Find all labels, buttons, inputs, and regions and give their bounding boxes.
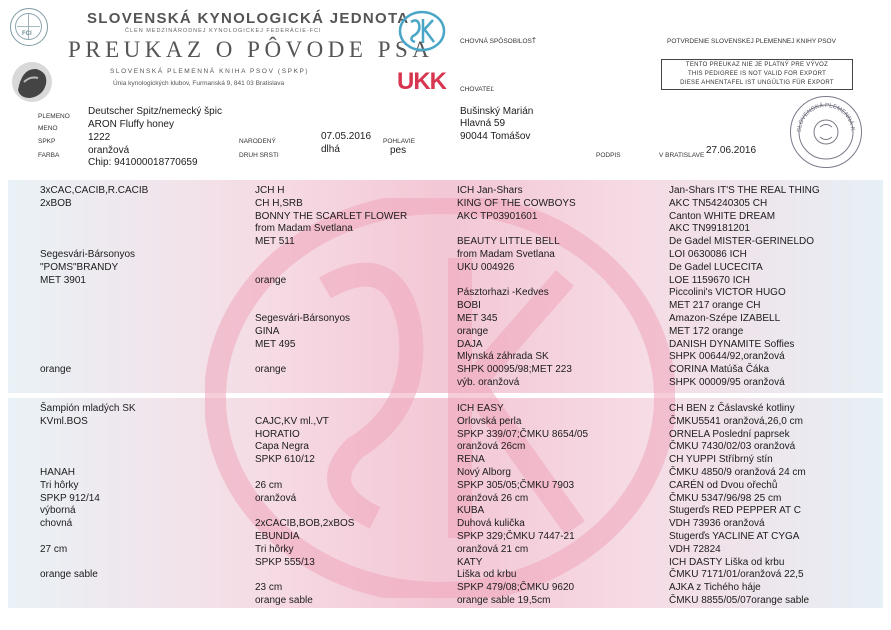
dam-col1-line: [40, 557, 136, 570]
dam-col3-line: oranžová 21 cm: [457, 543, 529, 555]
dam-col4-line: Stugerďs YACLINE AT CYGA: [669, 530, 800, 542]
dam-col2-line: 23 cm: [255, 582, 283, 594]
sire-col3-line: AKC TP03901601: [457, 210, 538, 222]
spkp-label: SPKP: [38, 138, 56, 145]
export-note-3: DIESE AHNENTAFEL IST UNGÜLTIG FÜR EXPORT: [680, 80, 834, 86]
dam-col2-line: Tri hôrky: [255, 543, 294, 555]
sire-col1-line: "POMS"BRANDY: [40, 261, 119, 273]
sire-col-4: [669, 185, 820, 390]
dam-col4-line: Stugerďs RED PEPPER AT C: [669, 505, 801, 517]
dam-col3-line: oranžová 26 cm: [457, 492, 529, 504]
dam-col4-line: CH BEN z Čáslavské kotliny: [669, 403, 795, 414]
sire-col2-line: Segesvári-Bársonyos: [255, 312, 351, 324]
sire-col4-line: Amazon-Szépe IZABELL: [669, 312, 781, 324]
dam-col2-line: SPKP 610/12: [255, 454, 315, 466]
dam-col4-line: ICH DASTY Liška od krbu: [669, 556, 785, 568]
dam-col4-line: ČMKU 8855/05/07orange sable: [669, 594, 810, 606]
dam-col3-line: Duhová kulička: [457, 518, 525, 530]
fci-label: FCI: [22, 31, 32, 37]
name-label: MENO: [38, 125, 58, 132]
dam-col3-line: RENA: [457, 454, 485, 466]
dam-col2-line: [255, 467, 354, 480]
sire-col1-line: [40, 339, 148, 352]
dam-col-1: [40, 403, 136, 595]
sire-col3-line: Pásztorhazi -Kedves: [457, 287, 549, 299]
dam-col1-line: [40, 429, 136, 442]
registry-confirmation-label: POTVRDENIE SLOVENSKEJ PLEMENNEJ KNIHY PSOV: [667, 38, 836, 45]
sire-col2-line: [255, 262, 407, 275]
dam-col4-line: AJKA z Tichého háje: [669, 582, 761, 594]
sire-col1-line: 3xCAC,CACIB,R.CACIB: [40, 185, 149, 196]
sire-col3-line: MET 345: [457, 312, 498, 324]
export-note-1: TENTO PREUKAZ NIE JE PLATNÝ PRE VÝVOZ: [685, 62, 829, 68]
dam-col2-line: oranžová: [255, 492, 297, 504]
dam-col2-line: [255, 569, 354, 582]
skj-logo: [397, 10, 447, 52]
chip-number: Chip: 941000018770659: [88, 157, 198, 168]
place-label: V BRATISLAVE: [659, 152, 705, 159]
dam-col2-line: 2xCACIB,BOB,2xBOS: [255, 518, 355, 530]
sire-col3-line: from Madam Svetlana: [457, 248, 555, 260]
sire-col3-line: BEAUTY LITTLE BELL: [457, 236, 560, 248]
dam-col-3: [457, 403, 588, 608]
sire-col3-line: [457, 275, 576, 288]
dam-col3-line: KATY: [457, 556, 483, 568]
dam-col2-line: EBUNDIA: [255, 530, 300, 542]
color-value: oranžová: [88, 145, 130, 156]
dam-col4-line: ČMKU 7171/01/oranžová 22,5: [669, 569, 804, 581]
sire-col4-line: MET 217 orange CH: [669, 300, 761, 312]
color-label: FARBA: [38, 152, 60, 159]
birth-date: 07.05.2016: [321, 131, 372, 142]
dam-col1-line: 27 cm: [40, 543, 68, 555]
registry-name: SLOVENSKÁ PLEMENNÁ KNIHA PSOV (SPKP): [110, 68, 310, 75]
sire-col-3: [457, 185, 576, 390]
breeder-street: Hlavná 59: [460, 118, 506, 129]
sire-col4-line: LOI 0630086 ICH: [669, 248, 747, 260]
breed-value: Deutscher Spitz/nemecký špic: [88, 106, 222, 117]
dam-col4-line: ČMKU 5347/96/98 25 cm: [669, 492, 782, 504]
sire-col1-line: [40, 236, 148, 249]
sire-col1-line: [40, 313, 148, 326]
sire-col3-line: Mlynská záhrada SK: [457, 351, 549, 363]
breeder-label: CHOVATEĽ: [460, 86, 495, 93]
sire-col1-line: Segesvári-Bársonyos: [40, 248, 136, 260]
sire-col1-line: orange: [40, 364, 72, 376]
dam-col3-line: SPKP 339/07;ČMKU 8654/05: [457, 428, 589, 440]
dam-col1-line: orange sable: [40, 569, 98, 581]
sire-col4-line: SHPK 00644/92,oranžová: [669, 351, 785, 363]
dam-col2-line: CAJC,KV ml.,VT: [255, 415, 329, 427]
dam-col3-line: Liška od krbu: [457, 569, 517, 581]
sire-col4-line: MET 172 orange: [669, 325, 744, 337]
dam-col2-line: [255, 403, 354, 416]
sire-col2-line: MET 495: [255, 338, 296, 350]
sire-col2-line: [255, 287, 407, 300]
signature-label: PODPIS: [596, 152, 621, 159]
sex-value: pes: [390, 145, 407, 156]
sire-col4-line: Canton WHITE DREAM: [669, 210, 776, 222]
dam-col1-line: Tri hôrky: [40, 479, 79, 491]
dam-col4-line: CH YUPPI Stříbrný stín: [669, 454, 773, 466]
sire-col4-line: AKC TN54240305 CH: [669, 197, 768, 209]
dam-col4-line: VDH 72824: [669, 543, 721, 555]
fci-logo: [10, 8, 48, 46]
sire-col4-line: SHPK 00009/95 oranžová: [669, 376, 785, 388]
ukk-logo: UKK: [397, 68, 446, 95]
dam-col3-line: SPKP 479/08;ČMKU 9620: [457, 582, 575, 594]
sire-col3-line: DAJA: [457, 338, 483, 350]
sire-col3-line: orange: [457, 325, 489, 337]
sire-col1-line: [40, 326, 148, 339]
dam-col4-line: CARÉN od Dvou ořechů: [669, 479, 778, 491]
sire-col2-line: orange: [255, 274, 287, 286]
sire-col3-line: SHPK 00095/98;MET 223: [457, 364, 572, 376]
doc-title: PREUKAZ O PÔVODE PSA: [68, 37, 434, 62]
breeding-label: CHOVNÁ SPÔSOBILOSŤ: [460, 38, 536, 45]
dam-col1-line: HANAH: [40, 466, 76, 478]
sire-col3-line: ICH Jan-Shars: [457, 185, 523, 196]
sire-col1-line: MET 3901: [40, 274, 86, 286]
dog-head-emblem: [10, 60, 54, 104]
sire-col-2: [255, 185, 407, 377]
dam-col1-line: KVml.BOS: [40, 415, 88, 427]
dam-col4-line: ČMKU 7430/02/03 oranžová: [669, 441, 796, 453]
sire-col4-line: AKC TN99181201: [669, 223, 750, 235]
sire-col1-line: [40, 223, 148, 236]
dam-col4-line: VDH 73936 oranžová: [669, 518, 765, 530]
stamp-text: SLOVENSKÁ PLEMENNÁ K: [796, 102, 856, 133]
dam-col3-line: SPKP 329;ČMKU 7447-21: [457, 530, 575, 542]
sire-col1-line: [40, 300, 148, 313]
dam-col3-line: orange sable 19,5cm: [457, 594, 551, 606]
issue-date: 27.06.2016: [706, 145, 757, 156]
svg-text:SLOVENSKÁ PLEMENNÁ KNIHA PSOV: [791, 97, 855, 132]
sire-col2-line: BONNY THE SCARLET FLOWER: [255, 210, 408, 222]
sire-col-1: [40, 185, 148, 377]
sire-col2-line: orange: [255, 364, 287, 376]
sire-col1-line: [40, 287, 148, 300]
dam-col2-line: 26 cm: [255, 479, 283, 491]
dam-col4-line: ČMKU5541 oranžová,26,0 cm: [669, 415, 803, 427]
sire-col3-line: UKU 004926: [457, 261, 515, 273]
dam-col-2: [255, 403, 354, 608]
sire-col2-line: from Madam Svetlana: [255, 223, 353, 235]
sire-col4-line: De Gadel LUCECITA: [669, 261, 763, 273]
breeder-name: Bušinský Marián: [460, 106, 534, 117]
sire-col4-line: CORINA Matúša Čáka: [669, 364, 770, 376]
sire-col2-line: CH H,SRB: [255, 197, 303, 209]
dam-col4-line: ČMKU 4850/9 oranžová 24 cm: [669, 466, 806, 478]
coat-value: dlhá: [321, 144, 340, 155]
dam-col1-line: [40, 454, 136, 467]
sire-col2-line: MET 511: [255, 236, 295, 248]
birth-label: NARODENÝ: [239, 138, 276, 145]
dam-col1-line: SPKP 912/14: [40, 492, 100, 504]
sire-col3-line: [457, 223, 576, 236]
export-note-2: THIS PEDIGREE IS NOT VALID FOR EXPORT: [687, 71, 827, 77]
sire-col2-line: GINA: [255, 325, 280, 337]
dam-col1-line: výborná: [40, 505, 76, 517]
sire-col3-line: výb. oranžová: [457, 376, 520, 388]
dam-col4-line: ORNELA Poslední paprsek: [669, 428, 790, 440]
sire-col2-line: [255, 300, 407, 313]
sire-col4-line: DANISH DYNAMITE Soffies: [669, 338, 795, 350]
sire-col4-line: De Gadel MISTER-GERINELDO: [669, 236, 815, 248]
spkp-number: 1222: [88, 132, 111, 143]
sire-col4-line: Piccolini's VICTOR HUGO: [669, 287, 786, 299]
dam-col2-line: [255, 505, 354, 518]
coat-label: DRUH SRSTI: [239, 152, 279, 159]
breed-label: PLEMENO: [38, 113, 70, 120]
dam-col3-line: Nový Alborg: [457, 466, 511, 478]
sire-col1-line: [40, 211, 148, 224]
dam-col3-line: ICH EASY: [457, 403, 504, 414]
dam-col2-line: SPKP 555/13: [255, 556, 315, 568]
dam-col1-line: chovná: [40, 518, 73, 530]
org-name: SLOVENSKÁ KYNOLOGICKÁ JEDNOTA: [87, 10, 410, 27]
sire-col2-line: [255, 351, 407, 364]
dam-col3-line: KUBA: [457, 505, 485, 517]
dog-name: ARON Fluffy honey: [88, 119, 174, 130]
sire-col4-line: Jan-Shars IT'S THE REAL THING: [669, 185, 820, 196]
dam-col3-line: SPKP 305/05;ČMKU 7903: [457, 479, 575, 491]
breeder-city: 90044 Tomášov: [460, 131, 531, 142]
dam-col3-line: Orlovská perla: [457, 415, 522, 427]
dam-col1-line: [40, 531, 136, 544]
dam-col1-line: Šampión mladých SK: [40, 403, 136, 414]
dam-col1-line: [40, 441, 136, 454]
sex-label: POHLAVIE: [383, 138, 416, 145]
dam-col1-line: [40, 582, 136, 595]
registry-address: Únia kynologických klubov, Furmanská 9, 841 03 Bratislava: [113, 80, 285, 87]
dam-col2-line: orange sable: [255, 594, 313, 606]
sire-col4-line: LOE 1159670 ICH: [669, 274, 750, 286]
sire-col1-line: 2xBOB: [40, 197, 72, 209]
org-member: ČLEN MEDZINÁRODNEJ KYNOLOGICKEJ FEDERÁCIE-FCI: [125, 28, 322, 34]
export-notice: [661, 59, 853, 90]
sire-col3-line: BOBI: [457, 300, 481, 312]
sire-col1-line: [40, 351, 148, 364]
dam-col-4: [669, 403, 809, 608]
sire-col2-line: JCH H: [255, 185, 285, 196]
sire-col3-line: KING OF THE COWBOYS: [457, 197, 576, 209]
dam-col2-line: HORATIO: [255, 428, 300, 440]
dam-col3-line: oranžová 26cm: [457, 441, 526, 453]
dam-col2-line: Capa Negra: [255, 441, 309, 453]
sire-col2-line: [255, 249, 407, 262]
registry-stamp: [790, 96, 862, 168]
